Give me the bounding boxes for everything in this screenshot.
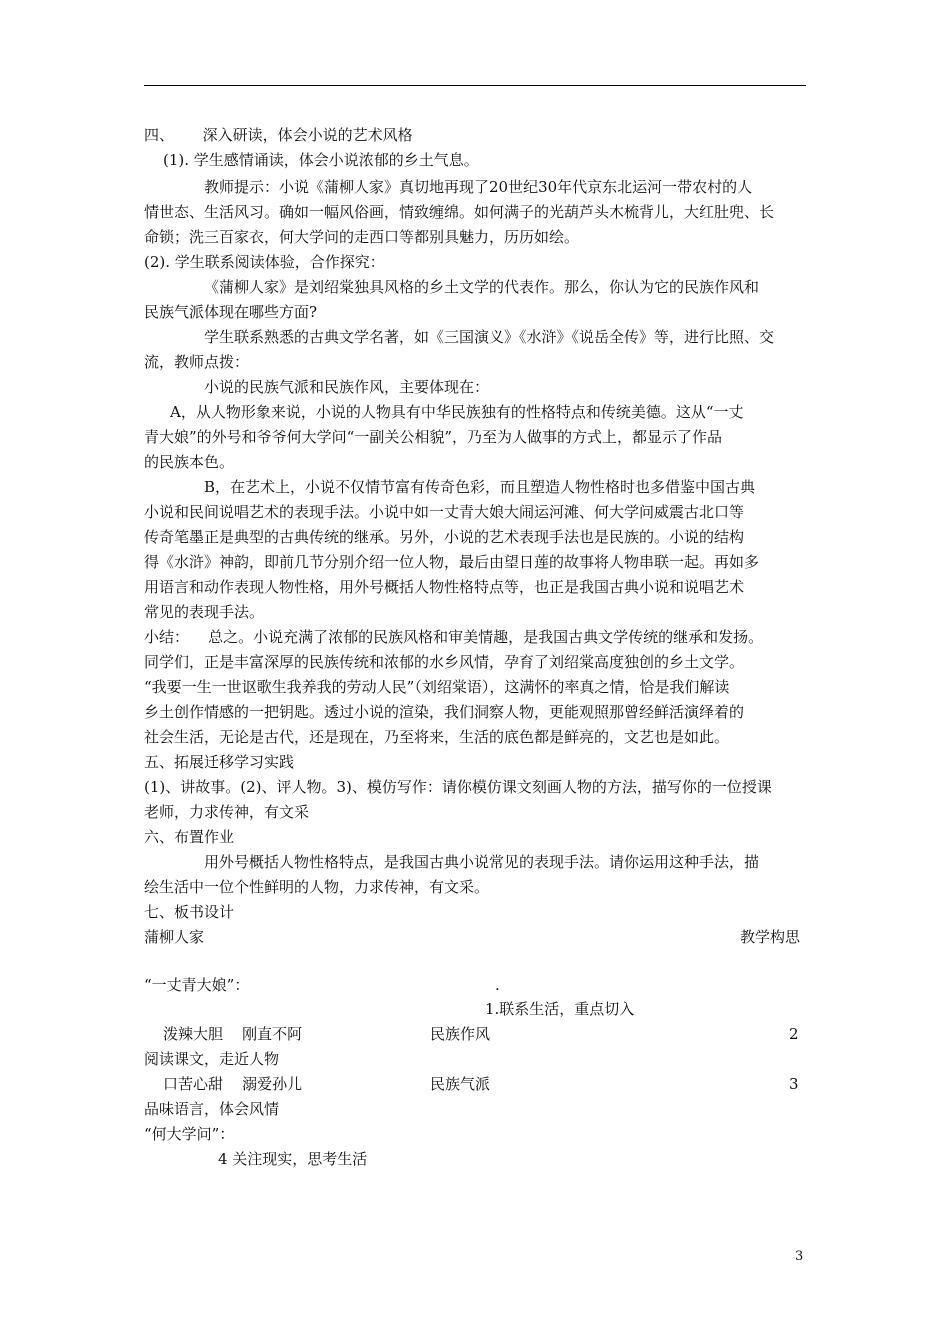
- paragraph-line: 老师，力求传神，有文采: [144, 803, 310, 821]
- blackboard-yizhangqing: “一丈青大娘”：: [144, 976, 250, 994]
- summary-line: 乡土创作情感的一把钥匙。透过小说的渲染，我们洞察人物，更能观照那曾经鲜活演绎着的: [144, 703, 745, 721]
- section-5-title: 五、拓展迁移学习实践: [144, 753, 295, 771]
- paragraph-line: 用外号概括人物性格特点，是我国古典小说常见的表现手法。请你运用这种手法，描: [204, 853, 760, 871]
- paragraph-line: 的民族本色。: [144, 453, 235, 471]
- blackboard-number-3: 3: [789, 1075, 799, 1093]
- paragraph-line: 用语言和动作表现人物性格，用外号概括人物性格特点等，也正是我国古典小说和说唱艺术: [144, 578, 745, 596]
- blackboard-step-3: 品味语言，体会风情: [144, 1100, 280, 1118]
- paragraph-line: 得《水浒》神韵，即前几节分别介绍一位人物，最后由望日莲的故事将人物串联一起。再如多: [144, 553, 760, 571]
- blackboard-step-2: 阅读课文，走近人物: [144, 1050, 280, 1068]
- blackboard-left-title: 蒲柳人家: [144, 928, 205, 946]
- page-number: 3: [795, 1249, 804, 1264]
- summary-line: “我要一生一世讴歌生我养我的劳动人民”（刘绍棠语），这满怀的率真之情，恰是我们解读: [144, 678, 730, 696]
- blackboard-dot: .: [495, 976, 500, 994]
- header-rule: [144, 85, 806, 86]
- blackboard-step-4: 4 关注现实，思考生活: [218, 1150, 368, 1168]
- paragraph-line: B，在艺术上，小说不仅情节富有传奇色彩，而且塑造人物性格时也多借鉴中国古典: [204, 478, 756, 496]
- summary-line: 社会生活，无论是古代，还是现在，乃至将来，生活的底色都是鲜亮的，文艺也是如此。: [144, 728, 730, 746]
- paragraph-line: 绘生活中一位个性鲜明的人物，力求传神，有文采。: [144, 878, 490, 896]
- paragraph-line: 教师提示：小说《蒲柳人家》真切地再现了20世纪30年代京东北运河一带农村的人: [204, 178, 753, 196]
- paragraph-line: 小说和民间说唱艺术的表现手法。小说中如一丈青大娘大闹运河滩、何大学问威震古北口等: [144, 503, 745, 521]
- section-4-item-2: (2). 学生联系阅读体验，合作探究：: [144, 253, 385, 271]
- paragraph-line: 学生联系熟悉的古典文学名著，如《三国演义》《水浒》《说岳全传》等，进行比照、交: [204, 328, 775, 346]
- blackboard-minzu-qipai: 民族气派: [430, 1075, 491, 1093]
- paragraph-line: 《蒲柳人家》是刘绍棠独具风格的乡土文学的代表作。那么，你认为它的民族作风和: [204, 278, 760, 296]
- paragraph-line: A，从人物形象来说，小说的人物具有中华民族独有的性格特点和传统美德。这从“一丈: [170, 403, 744, 421]
- blackboard-minzu-zuofeng: 民族作风: [430, 1025, 491, 1043]
- paragraph-line: 情世态、生活风习。确如一幅风俗画，情致缠绵。如何满子的光葫芦头木梳背儿，大红肚兜、长: [144, 203, 775, 221]
- blackboard-number-2: 2: [789, 1025, 799, 1043]
- blackboard-step-1: 1.联系生活，重点切入: [485, 1000, 635, 1018]
- blackboard-traits-2: 口苦心甜 溺爱孙儿: [163, 1075, 303, 1093]
- paragraph-line: 民族气派体现在哪些方面?: [144, 303, 318, 321]
- blackboard-hedaxuewen: “何大学问”：: [144, 1125, 235, 1143]
- paragraph-line: (1)、讲故事。(2)、评人物。3)、模仿写作：请你模仿课文刻画人物的方法，描写你的一位授课: [144, 778, 772, 796]
- section-7-title: 七、板书设计: [144, 903, 235, 921]
- paragraph-line: 青大娘”的外号和爷爷何大学问“一副关公相貌”，乃至为人做事的方式上，都显示了作品: [144, 428, 723, 446]
- paragraph-line: 传奇笔墨正是典型的古典传统的继承。另外，小说的艺术表现手法也是民族的。小说的结构: [144, 528, 745, 546]
- section-4-item-1: (1). 学生感情诵读，体会小说浓郁的乡土气息。: [163, 151, 479, 169]
- summary-line: 同学们，正是丰富深厚的民族传统和浓郁的水乡风情，孕育了刘绍棠高度独创的乡土文学。: [144, 653, 745, 671]
- blackboard-traits-1: 泼辣大胆 刚直不阿: [163, 1025, 303, 1043]
- blackboard-right-title: 教学构思: [740, 928, 801, 946]
- section-6-title: 六、布置作业: [144, 828, 235, 846]
- paragraph-line: 常见的表现手法。: [144, 603, 265, 621]
- section-4-title: 四、 深入研读，体会小说的艺术风格: [144, 126, 413, 144]
- summary-line: 小结： 总之。小说充满了浓郁的民族风格和审美情趣，是我国古典文学传统的继承和发扬。: [144, 628, 764, 646]
- paragraph-line: 命锁；洗三百家衣，何大学问的走西口等都别具魅力，历历如绘。: [144, 228, 580, 246]
- paragraph-line: 小说的民族气派和民族作风，主要体现在：: [204, 378, 490, 396]
- paragraph-line: 流，教师点拨：: [144, 353, 250, 371]
